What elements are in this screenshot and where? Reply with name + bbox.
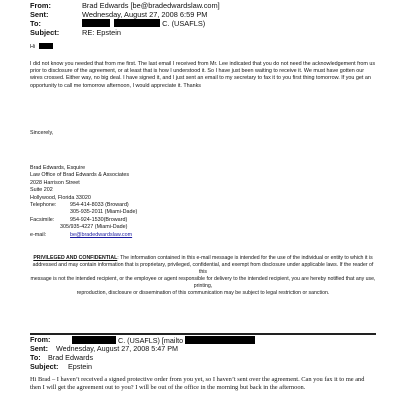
telephone-row-2 bbox=[30, 209, 137, 216]
telephone-label: Telephone: bbox=[30, 202, 57, 209]
facsimile-row bbox=[30, 217, 137, 224]
redaction-bar bbox=[82, 19, 110, 27]
sent-value: Wednesday, August 27, 2008 6:59 PM bbox=[82, 10, 208, 19]
email-link[interactable]: be@bradedwardslaw.com bbox=[70, 231, 133, 238]
from-value: Brad Edwards [be@bradedwardslaw.com] bbox=[82, 1, 220, 10]
from-label: From: bbox=[30, 1, 51, 10]
signature-block bbox=[30, 165, 137, 239]
email2-header bbox=[30, 336, 376, 376]
confidentiality-notice bbox=[30, 255, 376, 298]
telephone-1: 954-414-8033 (Broward) bbox=[70, 202, 129, 209]
greeting-line bbox=[30, 43, 376, 51]
signature-street: 2028 Harrison Street bbox=[30, 179, 80, 186]
subject-label: Subject: bbox=[30, 28, 60, 37]
signature-city: Hollywood, Florida 33020 bbox=[30, 194, 91, 201]
to-value: C. (USAFLS) bbox=[162, 19, 206, 28]
telephone-2: 305-935-2011 (Miami-Dade) bbox=[70, 209, 138, 216]
email-row bbox=[30, 232, 137, 239]
divider bbox=[30, 333, 376, 335]
facsimile-label: Facsimile: bbox=[30, 216, 55, 223]
email1-body: I did not know you needed that from me first. The last email I received from Mr. Lee indicated that you do not need the acknowledgement from us prior to disclosure of the agreement, or at least that is how I understood it. So I have just been waiting to receive it. We must have gotten our wires crossed. Either way, no big deal. I have signed it, and I just sent an email to my secretary to fax it to you first thing tomorrow. If you get an opportunity to call me tomorrow afternoon, I would appreciate it. Thanks bbox=[30, 61, 376, 89]
notice-line-4: reproduction, disclosure or dissemination of this communication may be subject to legal restriction or sanction. bbox=[76, 290, 330, 297]
to-label: To: bbox=[30, 19, 41, 28]
facsimile-row-2 bbox=[30, 224, 137, 231]
sent-label-2: Sent: bbox=[30, 344, 48, 353]
to-label-2: To: bbox=[30, 353, 41, 362]
subject-value-2: Epstein bbox=[68, 362, 92, 371]
facsimile-2: 305/935-4227 (Miami-Dade) bbox=[60, 224, 128, 231]
greeting: Hi bbox=[30, 44, 36, 50]
from-value-2: C. (USAFLS) [mailto bbox=[118, 336, 184, 345]
notice-line-3: message is not the intended recipient, or the employee or agent responsible for delivery to the intended recipient, you are hereby notified that any use, printing, bbox=[30, 276, 376, 290]
redaction-bar bbox=[39, 43, 53, 49]
to-value-wrap bbox=[82, 19, 205, 28]
notice-heading: PRIVILEGED AND CONFIDENTIAL bbox=[33, 255, 118, 261]
signature-suite: Suite 202 bbox=[30, 187, 53, 194]
redaction-bar bbox=[185, 336, 255, 344]
email-label: e-mail: bbox=[30, 231, 47, 238]
notice-line-2: addressed and may contain information that is proprietary, privileged, confidential, and exempt from disclosure under applicable laws. If the reader of this bbox=[32, 262, 374, 276]
sent-label: Sent: bbox=[30, 10, 49, 19]
signature-firm: Law Office of Brad Edwards & Associates bbox=[30, 172, 130, 179]
subject-label-2: Subject: bbox=[30, 362, 59, 371]
signature-name: Brad Edwards, Esquire bbox=[30, 165, 86, 171]
to-value-2: Brad Edwards bbox=[48, 353, 94, 362]
email1-header bbox=[30, 1, 376, 41]
sent-value-2: Wednesday, August 27, 2008 5:47 PM bbox=[56, 344, 179, 353]
redaction-bar bbox=[114, 19, 160, 27]
notice-line-1: PRIVILEGED AND CONFIDENTIAL: The information contained in this e-mail message is intended for the use of the individual or entity to which it is bbox=[33, 255, 373, 261]
email2-body: Hi Brad – I haven’t received a signed protective order from you yet, so I haven’t sent over the agreement. Can you fax it to me and then I will get the agreement out to you? I will be out of the office in the morning but back in the afternoon. bbox=[30, 376, 365, 392]
from-label-2: From: bbox=[30, 335, 51, 344]
telephone-row bbox=[30, 202, 137, 209]
closing: Sincerely, bbox=[30, 130, 54, 136]
redaction-bar bbox=[72, 336, 116, 344]
facsimile-1: 954-924-1530(Broward) bbox=[70, 216, 128, 223]
subject-value: RE: Epstein bbox=[82, 28, 122, 37]
